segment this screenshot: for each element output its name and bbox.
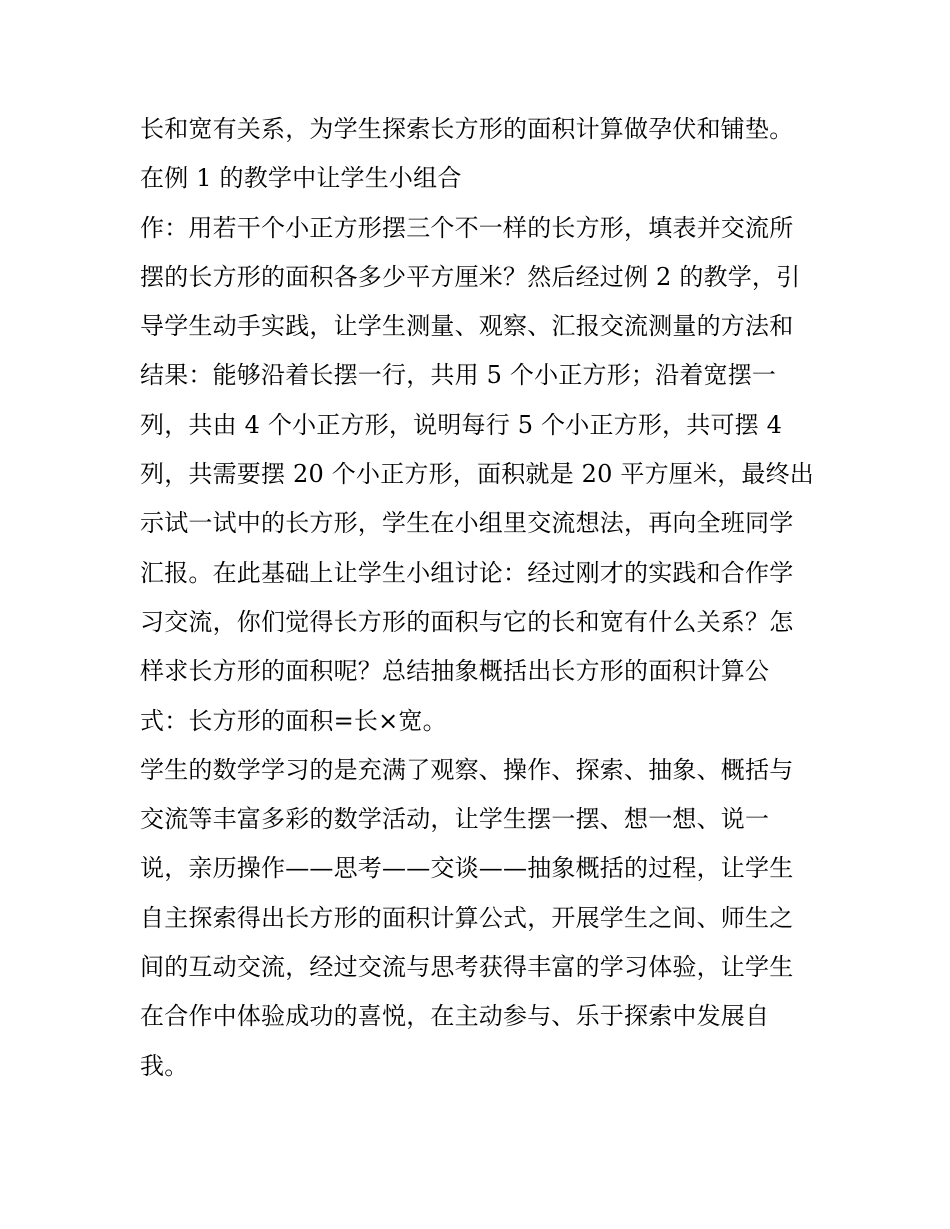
text-line-12: 样求长方形的面积呢？总结抽象概括出长方形的面积计算公	[140, 657, 770, 686]
text-line-19: 在合作中体验成功的喜悦，在主动参与、乐于探索中发展自	[140, 1002, 770, 1031]
text-line-8: 列，共需要摆 20 个小正方形，面积就是 20 平方厘米，最终出	[140, 460, 814, 489]
text-line-4: 摆的长方形的面积各多少平方厘米？然后经过例 2 的教学，引	[140, 262, 801, 291]
text-line-16: 说，亲历操作——思考——交谈——抽象概括的过程，让学生	[140, 854, 794, 883]
text-line-5: 导学生动手实践，让学生测量、观察、汇报交流测量的方法和	[140, 312, 794, 341]
text-line-13: 式：长方形的面积=长×宽。	[140, 706, 447, 735]
body-text	[140, 105, 820, 1091]
text-line-15: 交流等丰富多彩的数学活动，让学生摆一摆、想一想、说一	[140, 805, 770, 834]
text-line-2: 在例 1 的教学中让学生小组合	[140, 164, 462, 193]
text-line-1: 长和宽有关系，为学生探索长方形的面积计算做孕伏和铺垫。	[140, 115, 794, 143]
text-line-9: 示试一试中的长方形，学生在小组里交流想法，再向全班同学	[140, 509, 794, 538]
text-line-6: 结果：能够沿着长摆一行，共用 5 个小正方形；沿着宽摆一	[140, 361, 777, 390]
text-line-7: 列，共由 4 个小正方形，说明每行 5 个小正方形，共可摆 4	[140, 410, 783, 439]
text-line-3: 作：用若干个小正方形摆三个不一样的长方形，填表并交流所	[140, 213, 794, 242]
text-line-17: 自主探索得出长方形的面积计算公式，开展学生之间、师生之	[140, 903, 794, 932]
text-line-14: 学生的数学学习的是充满了观察、操作、探索、抽象、概括与	[140, 755, 794, 784]
text-line-18: 间的互动交流，经过交流与思考获得丰富的学习体验，让学生	[140, 953, 794, 982]
text-line-20: 我。	[140, 1051, 189, 1080]
text-line-10: 汇报。在此基础上让学生小组讨论：经过刚才的实践和合作学	[140, 558, 794, 587]
text-line-11: 习交流，你们觉得长方形的面积与它的长和宽有什么关系？怎	[140, 607, 794, 636]
